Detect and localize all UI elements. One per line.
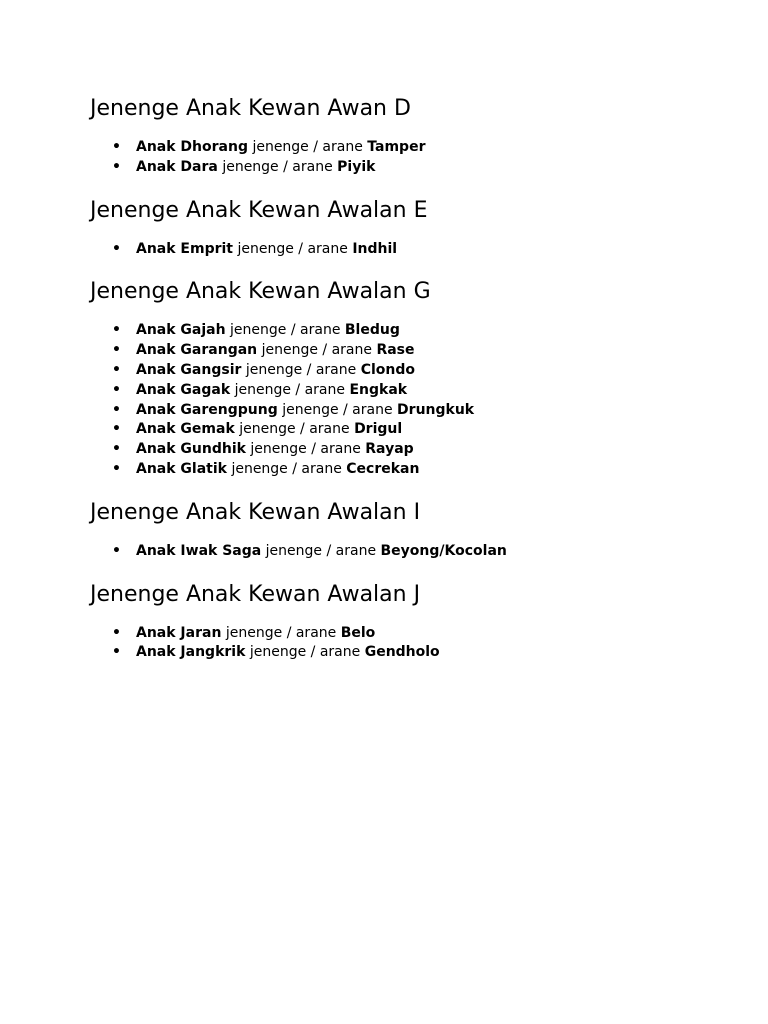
animal-name: Anak Jaran <box>136 624 222 641</box>
bullet-icon: • <box>112 361 121 378</box>
item-list-e <box>90 240 730 260</box>
young-name: Drungkuk <box>397 401 475 418</box>
young-name: Clondo <box>360 361 416 378</box>
item-list-i <box>90 542 730 562</box>
animal-name: Anak Dhorang <box>136 139 248 155</box>
bullet-icon: • <box>112 441 121 458</box>
connector-text: jenenge / arane <box>261 342 372 359</box>
animal-name: Anak Jangkrik <box>136 644 246 661</box>
section-title-d: Jenenge Anak Kewan Awan D <box>90 96 411 121</box>
animal-name: Anak Garangan <box>136 342 258 359</box>
list-item <box>90 542 730 562</box>
list-item <box>90 341 730 361</box>
connector-text: jenenge / arane <box>237 240 348 257</box>
connector-text: jenenge / arane <box>282 401 393 418</box>
young-name: Beyong/Kocolan <box>380 542 507 559</box>
connector-text: jenenge / arane <box>252 139 363 155</box>
bullet-icon: • <box>112 342 121 359</box>
young-name: Piyik <box>337 158 376 175</box>
list-item <box>90 401 730 421</box>
animal-name: Anak Gangsir <box>136 361 242 378</box>
connector-text: jenenge / arane <box>222 158 333 175</box>
animal-name: Anak Gundhik <box>136 441 246 458</box>
young-name: Indhil <box>352 240 398 257</box>
section-title-j: Jenenge Anak Kewan Awalan J <box>90 581 421 607</box>
connector-text: jenenge / arane <box>250 441 361 458</box>
list-item <box>90 460 730 480</box>
list-item <box>90 321 730 341</box>
animal-name: Anak Garengpung <box>136 401 278 418</box>
bullet-icon: • <box>112 139 121 155</box>
connector-text: jenenge / arane <box>231 460 342 477</box>
young-name: Belo <box>340 624 376 641</box>
list-item <box>90 381 730 401</box>
young-name: Bledug <box>344 322 400 339</box>
item-list-d <box>90 138 730 178</box>
animal-name: Anak Glatik <box>136 460 227 477</box>
animal-name: Anak Dara <box>136 158 218 175</box>
document-content <box>90 92 730 679</box>
animal-name: Anak Iwak Saga <box>136 542 262 559</box>
list-item <box>90 643 730 663</box>
connector-text: jenenge / arane <box>230 322 341 339</box>
item-list-g <box>90 321 730 479</box>
bullet-icon: • <box>112 624 121 641</box>
bullet-icon: • <box>112 322 121 339</box>
bullet-icon: • <box>112 401 121 418</box>
young-name: Drigul <box>354 421 403 438</box>
animal-name: Anak Gajah <box>136 322 226 339</box>
bullet-icon: • <box>112 644 121 661</box>
young-name: Gendholo <box>364 644 440 661</box>
bullet-icon: • <box>112 421 121 438</box>
young-name: Rayap <box>365 441 414 458</box>
list-item <box>90 361 730 381</box>
animal-name: Anak Emprit <box>136 240 234 257</box>
connector-text: jenenge / arane <box>239 421 350 438</box>
young-name: Tamper <box>367 139 426 155</box>
young-name: Cecrekan <box>346 460 420 477</box>
list-item <box>90 440 730 460</box>
young-name: Rase <box>376 342 415 359</box>
section-title-i: Jenenge Anak Kewan Awalan I <box>90 499 421 525</box>
item-list-j <box>90 624 730 664</box>
animal-name: Anak Gagak <box>136 381 231 398</box>
bullet-icon: • <box>112 381 121 398</box>
bullet-icon: • <box>112 460 121 477</box>
connector-text: jenenge / arane <box>265 542 377 559</box>
list-item <box>90 138 730 158</box>
list-item <box>90 240 730 260</box>
connector-text: jenenge / arane <box>245 361 357 378</box>
young-name: Engkak <box>349 381 408 398</box>
section-title-e: Jenenge Anak Kewan Awalan E <box>90 197 428 223</box>
bullet-icon: • <box>112 158 121 175</box>
animal-name: Anak Gemak <box>136 421 235 438</box>
list-item <box>90 158 730 178</box>
section-title-g: Jenenge Anak Kewan Awalan G <box>90 279 431 305</box>
bullet-icon: • <box>112 240 121 257</box>
list-item <box>90 624 730 644</box>
connector-text: jenenge / arane <box>225 624 337 641</box>
list-item <box>90 420 730 440</box>
connector-text: jenenge / arane <box>234 381 345 398</box>
bullet-icon: • <box>112 542 121 559</box>
connector-text: jenenge / arane <box>249 644 361 661</box>
